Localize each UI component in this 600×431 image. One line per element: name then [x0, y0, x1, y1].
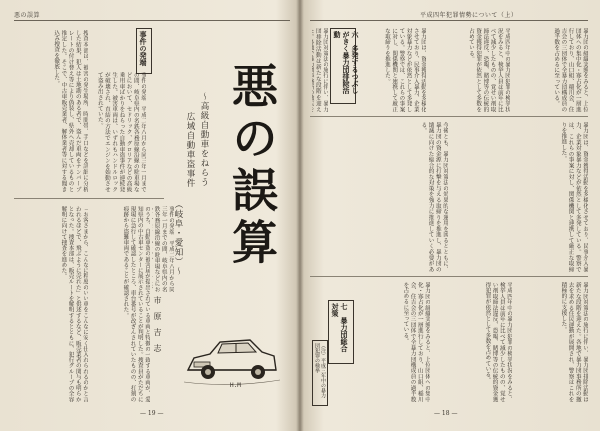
note-text: （注）平成三年中の暴力団犯罪の検挙	[314, 343, 326, 398]
article-title: 悪の誤算	[225, 62, 279, 270]
heading-seven-box	[328, 300, 354, 364]
note-box	[312, 340, 328, 406]
section-heading-box	[136, 28, 152, 74]
header-rule-left	[14, 20, 290, 21]
folio-left: — 19 —	[140, 410, 164, 417]
section-heading: 事件の発端	[139, 31, 147, 66]
header-rule-right	[310, 20, 588, 21]
heading-six: 六 多発するつぶしがきく暴力団排除活動	[333, 31, 359, 94]
folio-right: — 18 —	[434, 410, 458, 417]
right-body-column-f: 暴力団は、資金獲得活動を多様化させており、民事介入暴力、企業対象暴力などが依然として多発している。警察では、これらの事案に対し、関係機関と連携して厳正な取締りを推進した。	[560, 122, 588, 272]
right-body-column-a: 暴力団対策法の施行に伴い、暴力団排除活動は新たな段階を迎え	[314, 28, 328, 112]
heading-seven: 七 暴力団総合対策	[331, 303, 348, 352]
left-body-column-b: 捜査本部は、被害の発生場所、時間帯、手口などを詳細に分析した結果、犯人は土地勘のある者で、盗んだ車両をナンバープレートの付け替え等により偽装し、県外へ売却しているものと推定した。そこで、中古車販売業者、解体業者等に対する聞き込み捜査を徹底した。	[53, 30, 88, 192]
left-body-column-d: 「お客さまから、こんなに程度のいい車をこんなに安く仕入れられるのかと言われるほどで、飛ぶように売れた」と供述するなど、販売業者の関与も明らかとなった。捜査本部は、販売ルートを解明するとともに、犯行グループの全容解明に向けて捜査を進めた。	[60, 206, 88, 402]
right-body-column-c: 平成四年中の暴力団犯罪の検挙状況をみると、検挙人員は前年に比べて減少したものの、覚せい剤取締法違反、恐喝、賭博等の伝統的資金獲得犯罪が依然として多数を占めている。	[467, 28, 510, 112]
left-body-column-a: 事件の発端 平成二年八月から同三年一月までの間、岐阜県内の名鉄各務原線沿線の駐車場などにおいて、セドリック、グロリアなどの高級乗用車ばかりをねらった自動車盗事件が連続発生した。被害車両は、いずれもハンドルロックが破壊され、直結の方法でエンジンを始動させて盗み出されていた。	[96, 72, 146, 192]
left-band-rule	[14, 198, 164, 199]
right-body-column-d: 暴力団の組織実態をみると、上位団体への集中化・寡占化が一層進行しており、山口組、稲川会、住吉会の三団体で全暴力団構成員の過半数を占めるに至っている。	[553, 28, 588, 112]
right-body-column-h: 平成四年中の暴力団犯罪の検挙状況をみると、検挙人員は前年に比べて減少したものの、覚せい剤取締法違反、恐喝、賭博等の伝統的資金獲得犯罪が依然として多数を占めている。	[484, 282, 512, 402]
right-body-column-g: 暴力団の組織実態をみると、上位団体への集中化・寡占化が一層進行しており、山口組、稲川会、住吉会の三団体で全暴力団構成員の過半数を占めるに至っている。	[402, 282, 430, 402]
right-band-rule-1	[310, 116, 588, 117]
left-body-column-c: のうち、自動車盗の被害届が提出されている車両と特徴の一致する車両が、愛知県内の中古車センターに展示されていることが判明した。捜査員がただちに現場に急行して確認したところ、車台番号が改ざんされていたものの、打刻の痕跡から盗難車両であることが確認された。	[122, 206, 150, 402]
page-gutter	[296, 0, 304, 431]
right-body-column-b: 暴力団は、資金獲得活動を多様化させており、民事介入暴力、企業対象暴力などが依然として多発している。警察では、これらの事案に対し、関係機関と連携して厳正な取締りを推進した。	[383, 28, 426, 112]
article-subtitle-1: 〜高級自動車をねらう	[199, 92, 209, 187]
left-body-column-e: 事件の発端 平成二年八月から同三年一月までの間、岐阜県内の名鉄各務原線沿線の駐車場などにお	[153, 206, 174, 292]
running-head-left: 悪の誤算	[14, 12, 41, 19]
right-body-column-e: 今後とも、暴力団対策法の効果的な運用を図るとともに、暴力団の資金源に打撃を与える取締りを推進し、暴力団の壊滅に向けた総合的な対策を強力に推進していく必要がある。	[420, 122, 448, 272]
article-author: 市原吉志	[153, 296, 162, 360]
illustrator-signature: H.M	[230, 382, 241, 389]
running-head-right: 平成四年犯罪情勢について（上）	[420, 12, 518, 19]
right-body-column-i: 暴力団対策法の施行に伴い、暴力団排除活動は新たな段階を迎えた。各地で暴力団事務所の撤去を求める住民運動が展開され、警察はこれを積極的に支援した。	[560, 282, 588, 402]
right-band-rule-2	[310, 276, 588, 277]
article-subtitle-2: 広域自動車盗事件	[185, 112, 195, 188]
heading-six-box	[330, 28, 359, 104]
article-subtitle-3: （岐阜・愛知）〜	[173, 200, 183, 276]
